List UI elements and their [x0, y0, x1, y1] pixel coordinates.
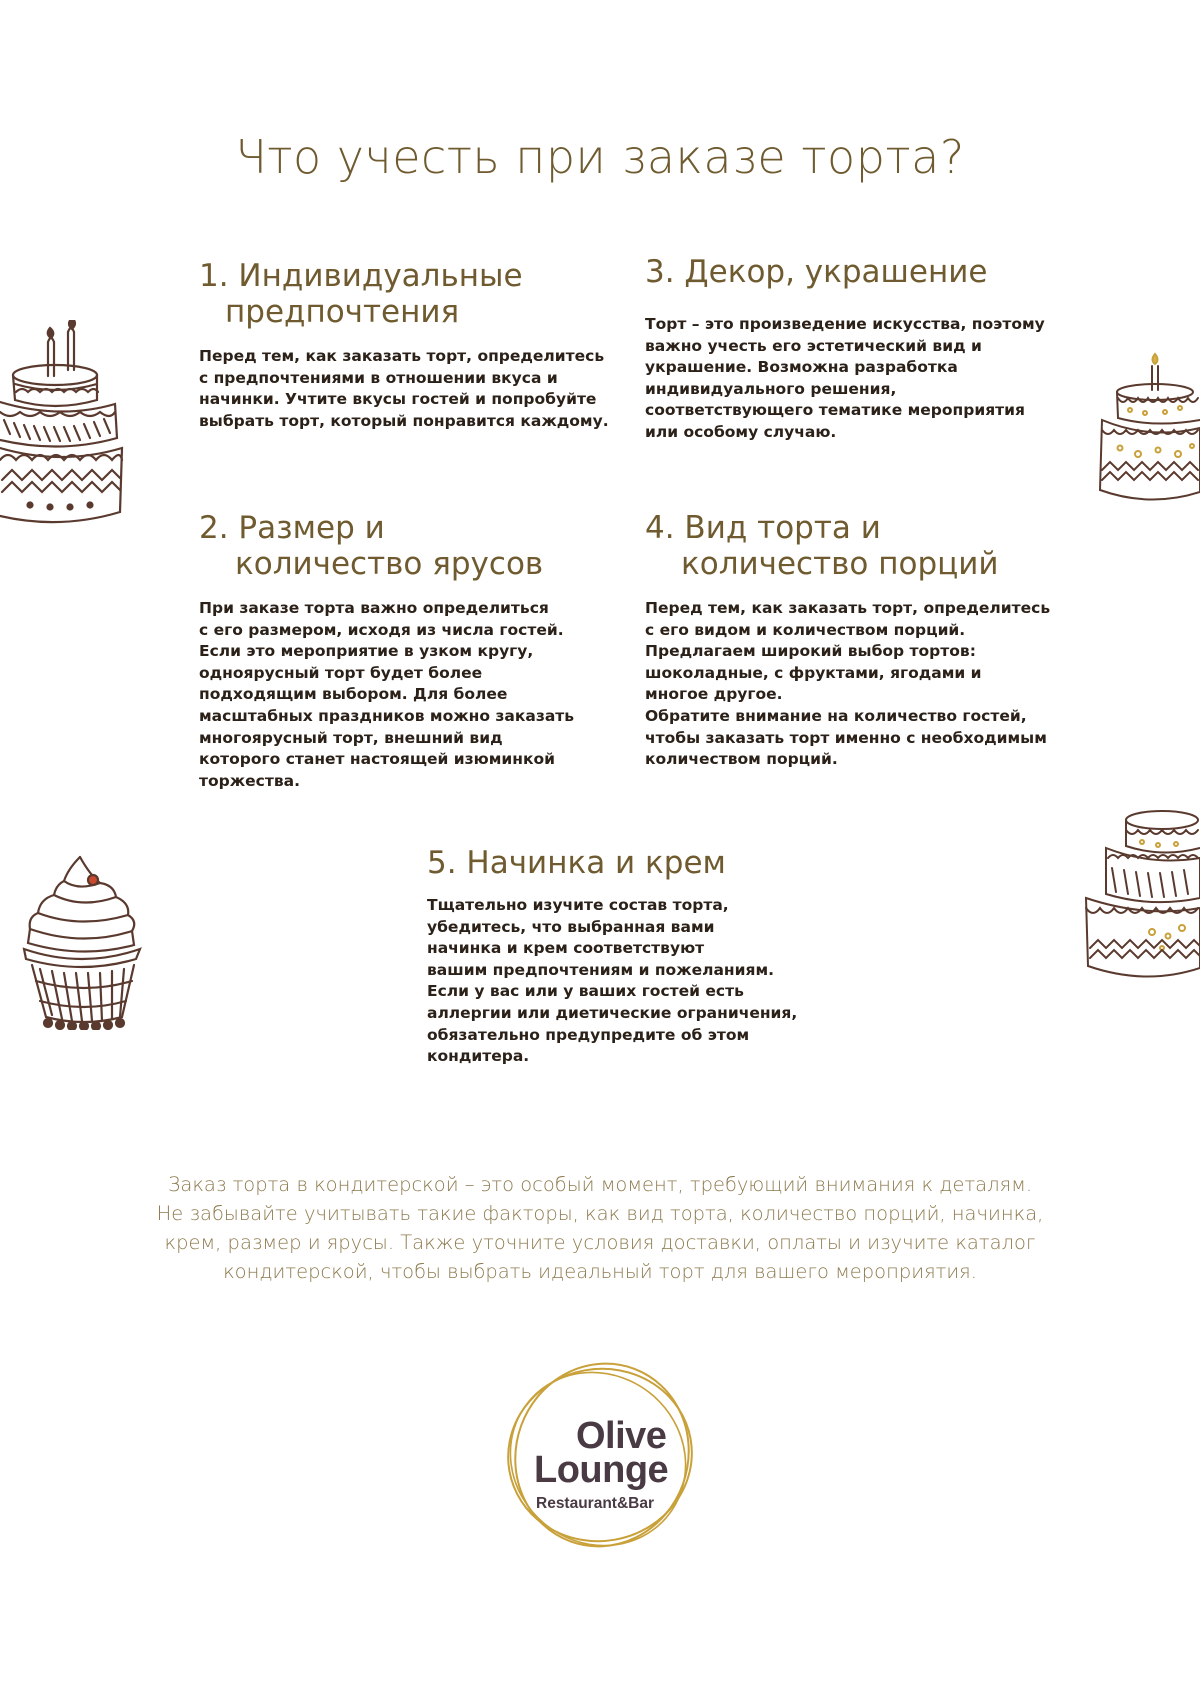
section-heading-line2: предпочтения — [225, 294, 460, 330]
section-text: Торт – это произведение искусства, поэтому важно учесть его эстетический вид и украшение. Возможна разработка индивидуального решения, соответствующего тематике мероприятия или особому случаю. — [645, 315, 1045, 441]
section-heading-line1: 3. Декор, украшение — [645, 254, 988, 290]
section-heading — [645, 254, 1065, 290]
section-heading — [199, 258, 619, 330]
section-heading-line1: 5. Начинка и крем — [427, 845, 726, 881]
section-heading — [427, 845, 847, 881]
logo-text-olive: Olive — [576, 1415, 667, 1457]
cake-with-candle-icon — [1080, 350, 1200, 510]
section-heading-line2: количество ярусов — [235, 546, 544, 582]
section-decor — [645, 254, 1065, 444]
section-heading-line1: 2. Размер и — [199, 510, 385, 546]
section-text: При заказе торта важно определиться с его размером, исходя из числа гостей. Если это мероприятие в узком кругу, одноярусный торт будет более подходящим выбором. Для более масштабных праздников можно заказать многоярусный торт, внешний вид которого станет настоящей изюминкой торжества. — [199, 599, 575, 790]
page-title: Что учесть при заказе торта? — [235, 130, 965, 184]
section-size-tiers — [199, 510, 629, 792]
summary-line: Заказ торта в кондитерской – это особый момент, требующий внимания к деталям. — [167, 1173, 1033, 1196]
section-type-portions — [645, 510, 1095, 771]
section-text: Тщательно изучите состав торта, убедитесь, что выбранная вами начинка и крем соответствуют вашим предпочтениям и пожеланиям. Если у вас или у ваших гостей есть аллергии или диетические ограничения, обязательно предупредите об этом кондитера. — [427, 896, 798, 1066]
section-heading — [199, 510, 629, 582]
section-filling-cream — [427, 845, 847, 1068]
summary-line: крем, размер и ярусы. Также уточните условия доставки, оплаты и изучите каталог — [164, 1231, 1036, 1254]
summary-line: кондитерской, чтобы выбрать идеальный торт для вашего мероприятия. — [223, 1260, 977, 1283]
section-text: Перед тем, как заказать торт, определитесь с предпочтениями в отношении вкуса и начинки. Учтите вкусы гостей и попробуйте выбрать торт, который понравится каждому. — [199, 347, 609, 430]
summary-line: Не забывайте учитывать такие факторы, как вид торта, количество порций, начинка, — [156, 1202, 1044, 1225]
logo-text-restaurant-bar: Restaurant&Bar — [536, 1495, 655, 1512]
summary-text — [120, 1170, 1080, 1286]
section-heading-line1: 4. Вид торта и — [645, 510, 881, 546]
cake-with-candles-icon — [0, 320, 125, 535]
cupcake-icon — [18, 855, 148, 1030]
olive-lounge-logo — [500, 1355, 700, 1555]
section-heading-line2: количество порций — [681, 546, 999, 582]
section-heading — [645, 510, 1095, 582]
logo-text-lounge: Lounge — [534, 1449, 669, 1491]
section-preferences — [199, 258, 619, 432]
tiered-cake-icon — [1082, 808, 1200, 988]
section-heading-line1: 1. Индивидуальные — [199, 258, 523, 294]
section-text: Перед тем, как заказать торт, определитесь с его видом и количеством порций. Предлагаем широкий выбор тортов: шоколадные, с фруктами, ягодами и многое другое. Обратите внимание на количество гостей, чтобы заказать торт именно с необходимым количеством порций. — [645, 599, 1051, 769]
